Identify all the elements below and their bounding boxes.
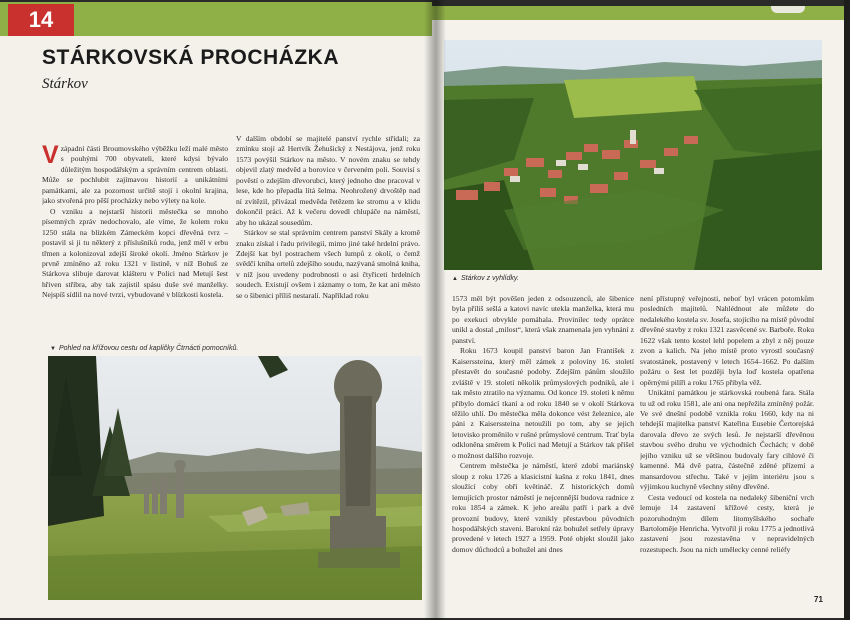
paragraph: 1573 měl být pověšen jeden z odsouzenců, ale šibenice byla příliš sešlá a katovi navíc utekla manželka, která mu po exekuci obvykle pomáhala. Provinilec tedy oprátce unikl a dostal „milost“, která však znamenala jen vyhnání z panství. (452, 294, 634, 345)
bookmark-tab (771, 6, 805, 13)
paragraph: není přístupný veřejnosti, neboť byl vrácen potomkům posledních majitelů. Nahlédnout ale můžete do nedalekého kostela sv. Josefa, stojícího na místě původní dřevěné stavby z roku 1321 zasvěcené sv. Barboře. Roku 1622 však tento kostel lehl popelem a zbyl z něj pouze zvon a kalich. Na jeho místě proto vyrostl současný svatostánek, postavený v letech 1654–1662. Po dalším požáru o šest let později byla loď kostela opatřena opěrnými pilíři a roku 1765 přibyla věž. (640, 294, 814, 387)
photo-caption-right: ▲ Stárkov z vyhlídky. (452, 275, 519, 282)
chapter-number: 14 (8, 4, 74, 36)
photo-way-of-the-cross (48, 356, 422, 600)
paragraph: Unikátní památkou je stárkovská roubená fara. Stála tu už od roku 1581, ale ani ona nepřežila zmíněný požár. Ve své dnešní podobě vznikla roku 1660, kdy na ni tehdejší majitelka panství Kateřina Eusebie Čertorejská darovala dřevo ze svých lesů. Je nejstarší dřevěnou stavbou svého druhu ve východních Čechách; v době jejího vzniku už se většinou budovaly fary cihlové či kamenné. Má dvě patra, částečně zděné přízemí a mansardovou střechu. Také v jejím interiéru jsou s výjimkou kuchyně všechny stěny dřevěné. (640, 388, 814, 492)
paragraph: V západní části Broumovského výběžku leží malé město s pouhými 700 obyvateli, které kdysi bývalo důležitým hospodářským a správním centrem oblasti. Může se pochlubit zajímavou historií a unikátními památkami, ale za pozornost určitě stojí i okolní krajina, jako stvořená pro pěší procházky nebo výlety na kole. (42, 144, 228, 206)
page-number: 71 (814, 595, 823, 604)
text-column-3 (452, 294, 634, 614)
caption-marker-icon: ▼ (50, 346, 56, 352)
drop-cap: V (42, 144, 59, 169)
paragraph: O vzniku a nejstarší historii městečka se mnoho písemných zpráv nedochovalo, ale víme, že kolem roku 1250 stála na blízkém Zámeckém kopci dřevěná tvrz – postavil si ji tu některý z příslušníků rodu, jenž měl v erbu třmen a kolonizoval zdejší široké okolí. Jméno Stárkov je prvně zmíněno až roku 1321 v listině, v níž Bohuš ze Stárkova slibuje darovat klášteru v Polici nad Metují šest hřiven stříbra, aby tak zajistil spásu duše své manželky. Nejspíš sídlil na nové tvrzi, vybudované v blízkosti kostela. (42, 206, 228, 300)
photo-way-of-the-cross-image (48, 356, 422, 600)
text-column-4 (640, 294, 814, 594)
page-title: STÁRKOVSKÁ PROCHÁZKA (42, 46, 340, 69)
page-subtitle: Stárkov (42, 76, 88, 92)
caption-marker-icon: ▲ (452, 276, 458, 282)
paragraph: Roku 1673 koupil panství baron Jan František z Kaiserssteina, který měl zámek z poloviny 16. století přestavět do současné podoby. Zdejším pánům sloužilo zvláště v 19. století několik průmyslových podniků, ale i tak město ztratilo na významu. Od konce 19. století k němu přibylo domácí tkaní a od roku 1840 se v okolí Stárkova těžilo uhlí. Do městečka měla dokonce vést železnice, ale páni z Kaiserssteina netoužili po tom, aby se jejich letovisko proměnilo v rušné průmyslové centrum. Trať byla odkloněna směrem k Polici nad Metují a Stárkov tak přišel o možnost dalšího rozvoje. (452, 346, 634, 460)
paragraph: Cesta vedoucí od kostela na nedaleký šibeniční vrch lemuje 14 zastavení křížové cesty, která je pozoruhodným dílem litomyšlského sochaře Bartoloměje Henricha. Vytvořil ji roku 1775 a jednotlivá zastavení jsou rozestavěna v nepravidelných rozestupech. Jsou na nich umělecky cenné reliéfy (640, 492, 814, 554)
paragraph: V dalším období se majitelé panství rychle střídali; za zmínku stojí až Hertvík Žehušický z Nestájova, jenž roku 1573 povýšil Stárkov na město. V novém znaku se tehdy objevil zlatý medvěd a borovice v červeném poli. Souvisí s pověstí o zdejším dřevorubci, který jednoho dne pracoval v lese, kde ho přepadla lítá šelma. Neohrožený drvoštěp nad ní zvítězil, přivázal medvěda řetězem ke stromu a v klidu dokončil práci. Až k večeru dovedl chlupáče na náměstí, aby ho ukázal sousedům. (236, 134, 420, 227)
text-column-1 (42, 144, 228, 344)
photo-town-view-image (444, 40, 822, 270)
paragraph: Centrem městečka je náměstí, které zdobí mariánský sloup z roku 1726 a klasicistní kašna z roku 1841, dnes sloužící coby obří květináč. Z historických domů lemujících prostor náměstí je nejcennější budova radnice z roku 1854 a zámek. K jeho areálu patří i park a dvě provozní budovy, které vznikly přestavbou původních hospodářských staveni. Barokní ráz bohužel setřely úpravy provedené v letech 1927 a 1959. Poté objekt sloužil jako domov důchodců a bohužel ani dnes (452, 461, 634, 554)
page-edge (844, 0, 850, 620)
photo-town-view (444, 40, 822, 270)
text-column-2 (236, 134, 420, 346)
paragraph: Stárkov se stal správním centrem panství Skály a kromě znaku získal i řadu privilegií, mimo jiné také hrdelní právo. Zdejší kat byl postrachem všech lumpů z okolí, o čemž svědčí kniha ortelů zdejšího soudu, nazývaná smolná kniha, v níž jsou uvedeny podrobnosti o asi čtyřiceti hrdelních soudech. Existují ovšem i záznamy o tom, že kat ani město se o šibenici příliš nestaralí. Například roku (236, 228, 420, 300)
photo-caption-left: ▼ Pohled na křížovou cestu od kapličky Čtrnácti pomocníků. (50, 345, 239, 352)
book-gutter (424, 0, 446, 620)
